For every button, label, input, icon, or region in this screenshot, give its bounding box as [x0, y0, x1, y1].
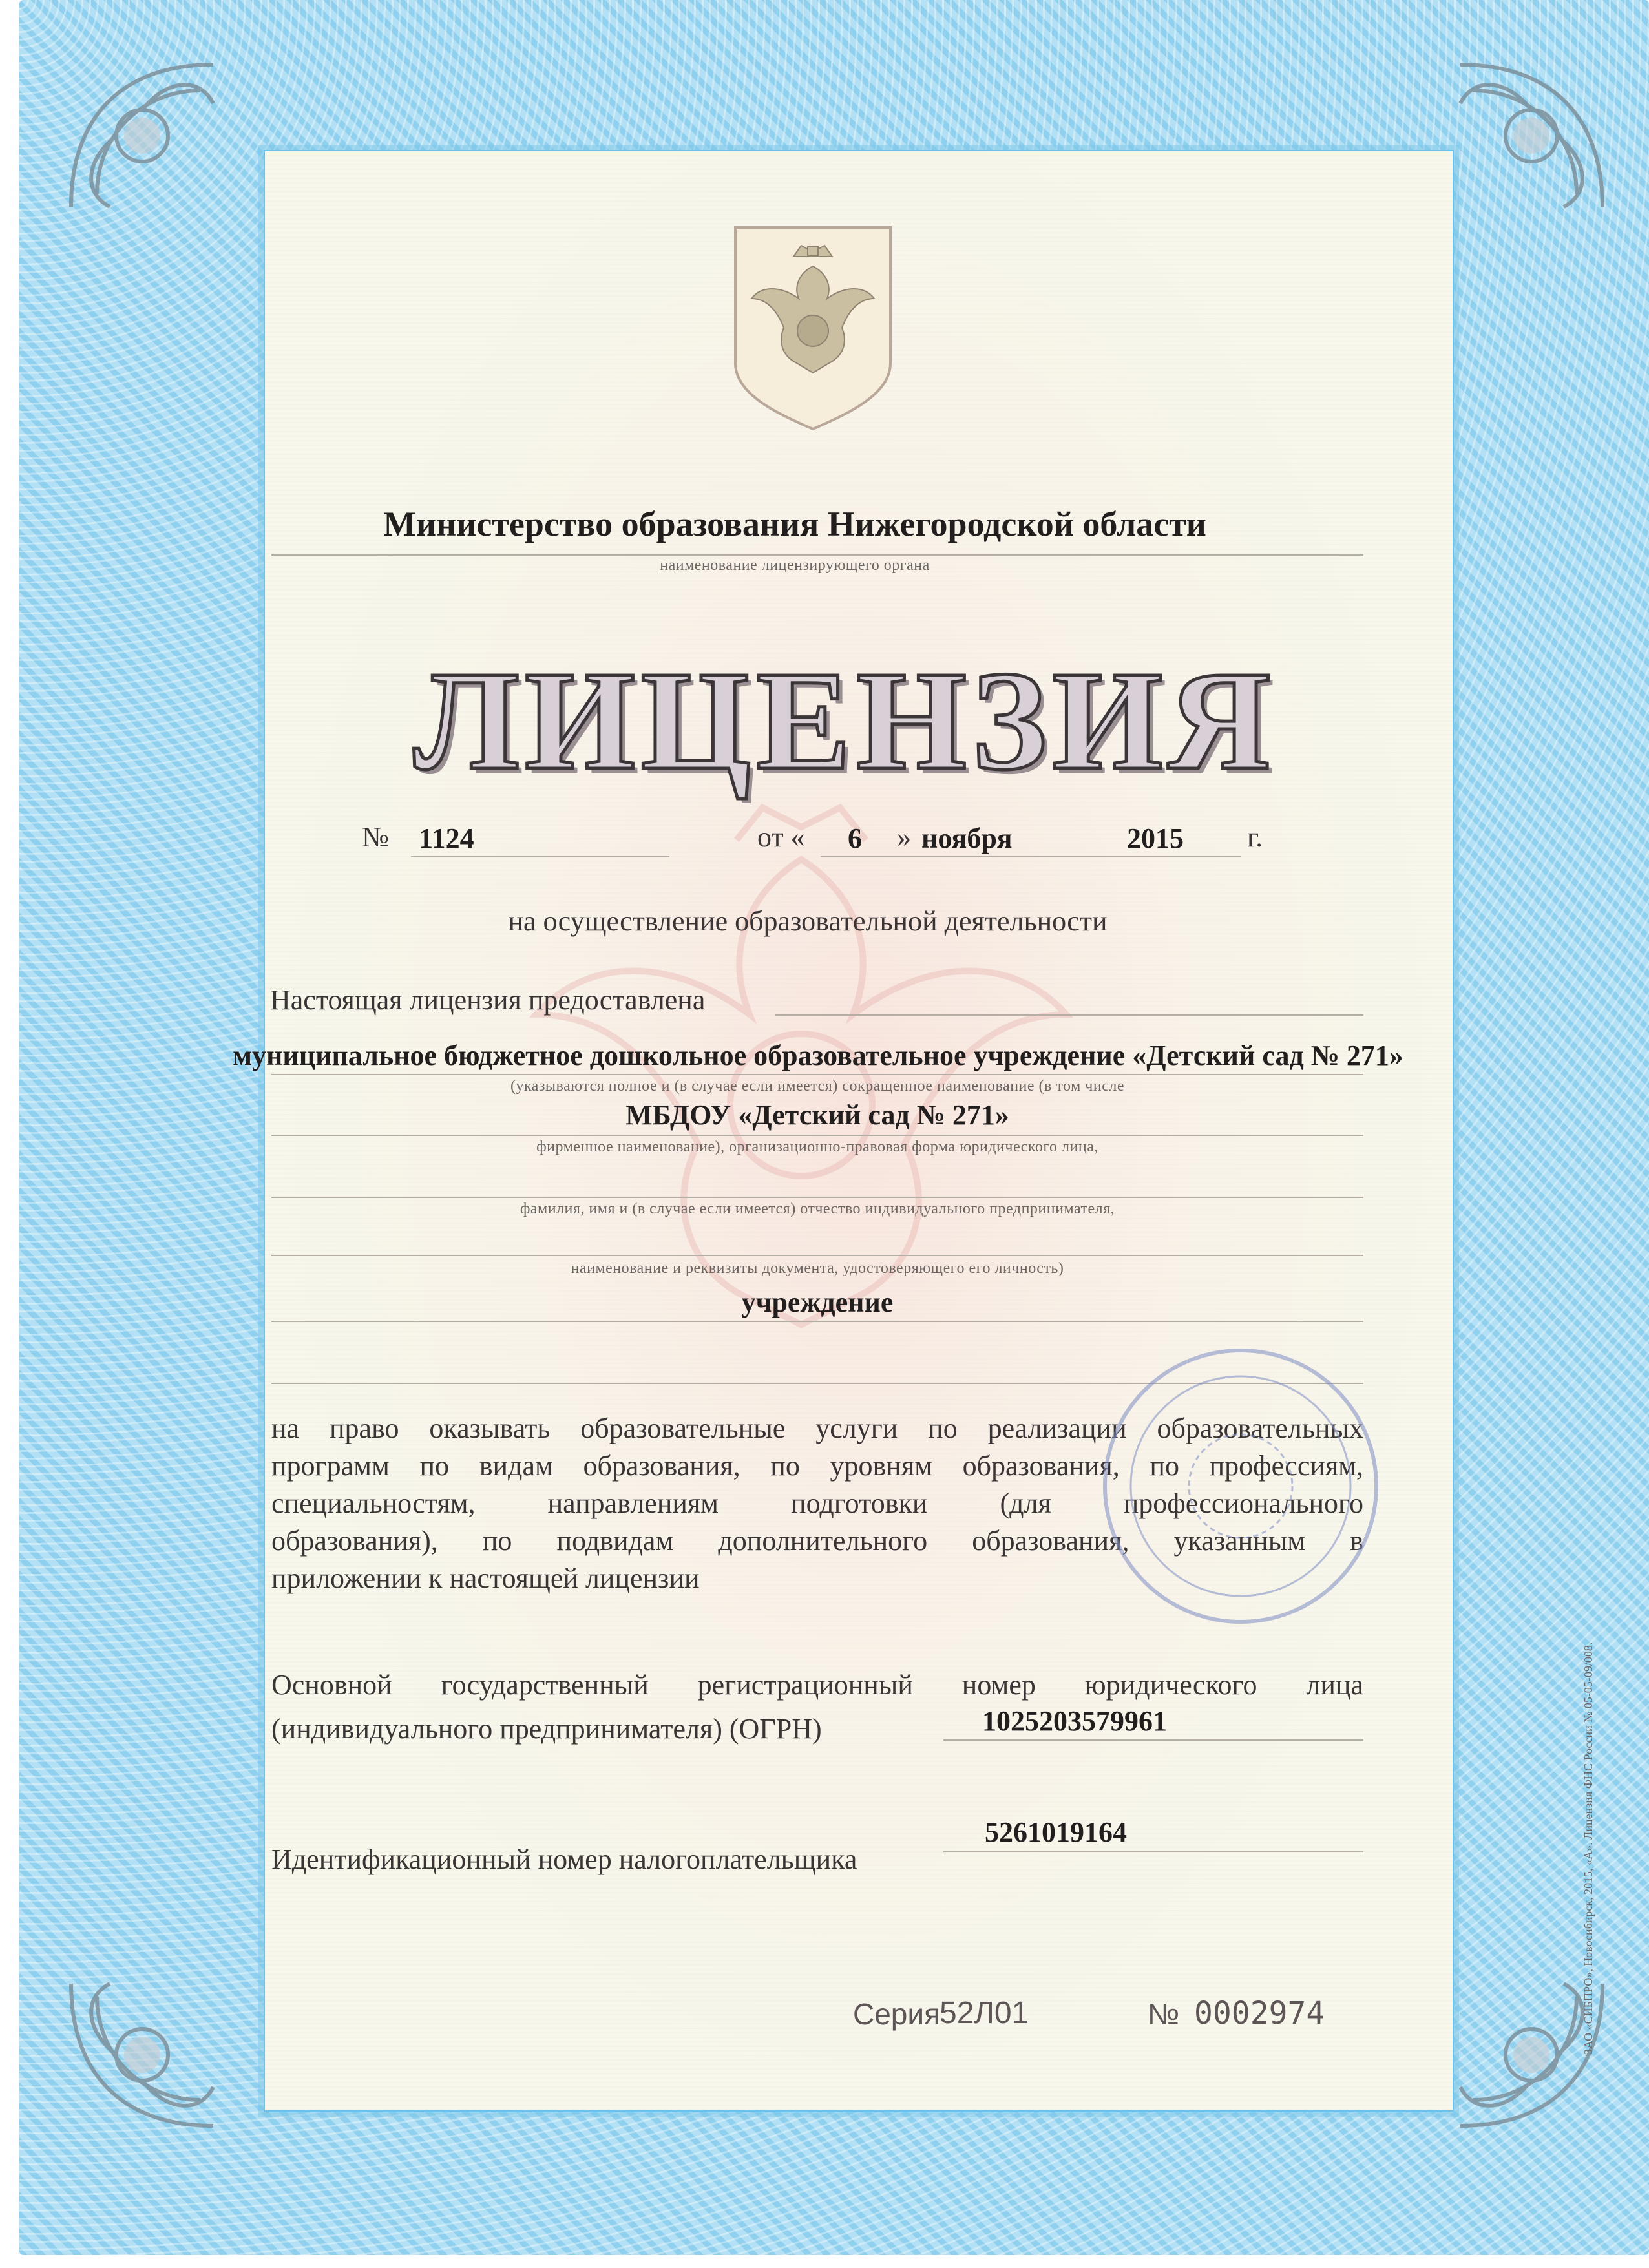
- license-number: 1124: [419, 823, 474, 854]
- ogrn-label-line2: (индивидуального предпринимателя) (ОГРН): [271, 1713, 822, 1745]
- corner-ornament-top-right: [1434, 39, 1628, 233]
- license-year: 2015: [1127, 823, 1184, 854]
- caption-line-2: фирменное наименование), организационно-правовая форма юридического лица,: [536, 1139, 1098, 1155]
- rights-line: программ по видам образования, по уровням образования, по профессиям,: [271, 1450, 1363, 1482]
- authority-caption: наименование лицензирующего органа: [660, 557, 930, 574]
- number-symbol: №: [362, 821, 389, 853]
- blank-underline-1: [271, 1197, 1363, 1198]
- corner-ornament-bottom-right: [1434, 1958, 1628, 2152]
- organization-full-name: муниципальное бюджетное дошкольное образовательное учреждение «Детский сад № 271»: [233, 1040, 1403, 1071]
- year-suffix: г.: [1247, 821, 1263, 853]
- inn-label: Идентификационный номер налогоплательщика: [271, 1843, 857, 1875]
- organizational-form: учреждение: [741, 1286, 894, 1318]
- authority-underline: [271, 554, 1363, 556]
- date-prefix: от «: [757, 821, 805, 853]
- corner-ornament-bottom-left: [45, 1958, 239, 2152]
- blank-serial-number: 0002974: [1194, 1995, 1325, 2032]
- organization-short-name: МБДОУ «Детский сад № 271»: [625, 1099, 1009, 1131]
- inn-value: 5261019164: [985, 1816, 1127, 1848]
- caption-line-1: (указываются полное и (в случае если имеется) сокращенное наименование (в том числе: [510, 1078, 1124, 1095]
- official-seal-stamp: [1092, 1338, 1389, 1635]
- caption-line-3: фамилия, имя и (в случае если имеется) отчество индивидуального предпринимателя,: [520, 1201, 1115, 1217]
- printer-imprint: ЗАО «СИБПРО», Новосибирск, 2015, «А». Лицензия ФНС России № 05-05-09/008.: [1582, 1642, 1595, 2055]
- licensing-authority-name: Министерство образования Нижегородской области: [383, 505, 1206, 543]
- russian-coat-of-arms-emblem: [729, 221, 897, 434]
- org-form-underline: [271, 1321, 1363, 1322]
- inn-underline: [943, 1851, 1363, 1852]
- short-name-underline: [271, 1135, 1363, 1136]
- ogrn-underline: [943, 1739, 1363, 1741]
- granted-to-underline: [775, 1014, 1363, 1016]
- blank-underline-2: [271, 1255, 1363, 1256]
- granted-to-label: Настоящая лицензия предоставлена: [270, 984, 706, 1016]
- rights-line: на право оказывать образовательные услуги по реализации образовательных: [271, 1412, 1363, 1444]
- blank-number-symbol: №: [1148, 1997, 1180, 2031]
- ogrn-label-line1: Основной государственный регистрационный номер юридического лица: [271, 1669, 1363, 1701]
- license-day: 6: [848, 823, 862, 854]
- ogrn-value: 1025203579961: [982, 1705, 1167, 1737]
- rights-line: образования), по подвидам дополнительного образования, указанным в: [271, 1525, 1363, 1557]
- caption-line-4: наименование и реквизиты документа, удостоверяющего его личность): [571, 1260, 1064, 1277]
- rights-line: приложении к настоящей лицензии: [271, 1562, 700, 1594]
- corner-ornament-top-left: [45, 39, 239, 233]
- year-underline: [1124, 856, 1228, 857]
- number-underline: [411, 856, 669, 857]
- document-title: ЛИЦЕНЗИЯ: [414, 642, 1276, 799]
- full-name-underline: [271, 1074, 1363, 1075]
- series-label: Серия: [853, 1997, 940, 2031]
- rights-line: специальностям, направлениям подготовки (для профессионального: [271, 1487, 1363, 1519]
- license-purpose: на осуществление образовательной деятельности: [508, 905, 1108, 937]
- date-quote-close: »: [897, 821, 911, 853]
- series-value: 52Л01: [940, 1996, 1029, 2030]
- license-month: ноября: [921, 823, 1013, 854]
